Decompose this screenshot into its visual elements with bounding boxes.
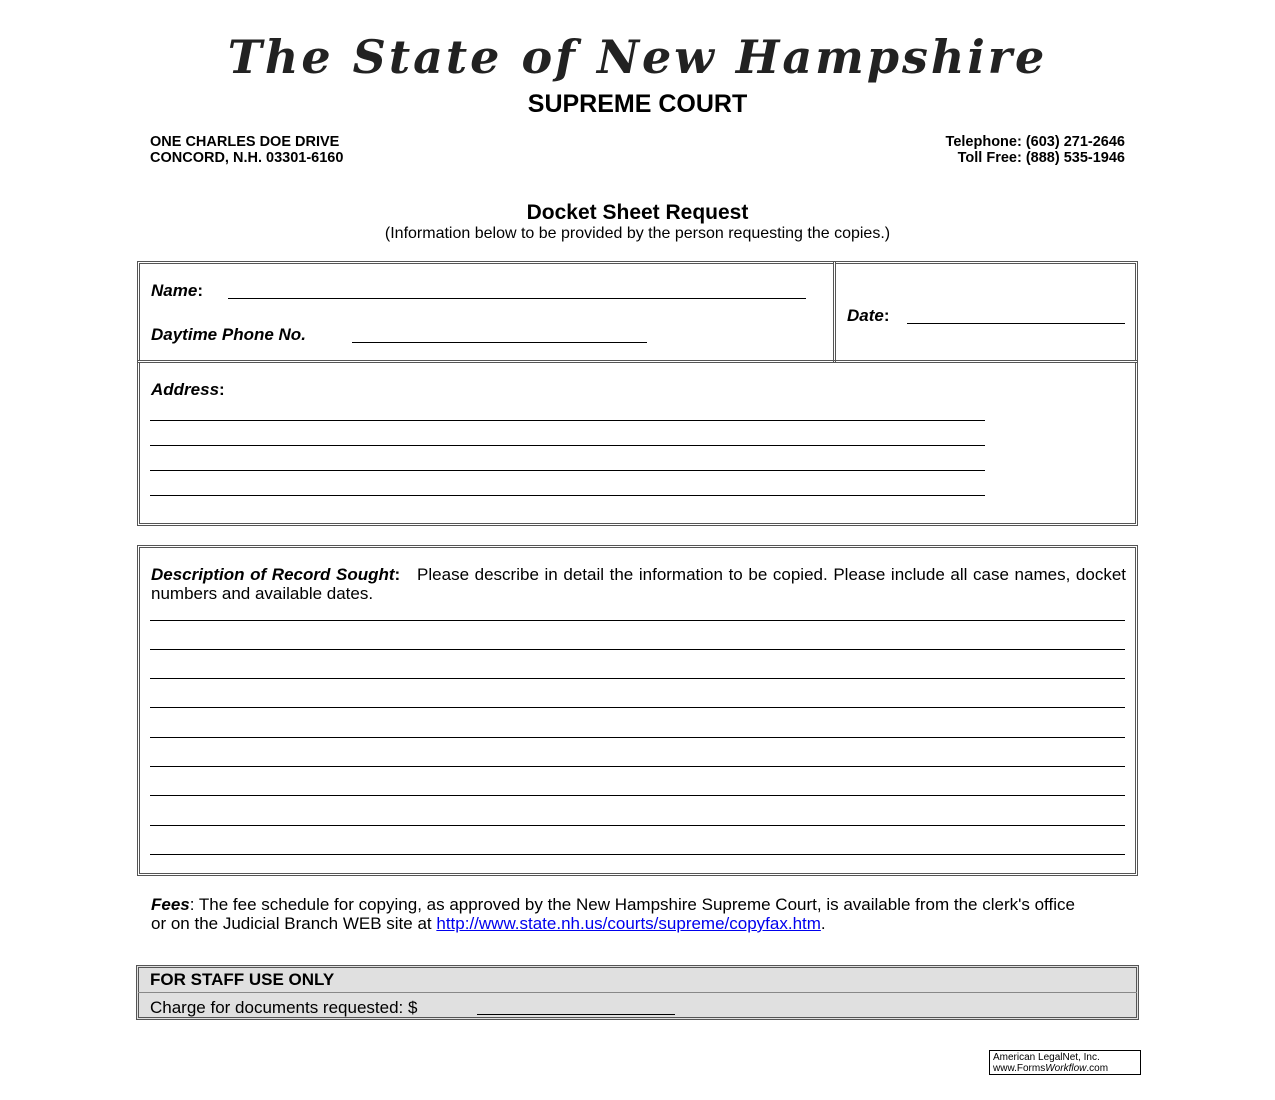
- fees-text: : The fee schedule for copying, as approved by the New Hampshire Supreme Court, is available from the clerk's office or on the Judicial Branch WEB site at: [151, 895, 1075, 933]
- fees-label: Fees: [151, 895, 190, 914]
- fees-paragraph: [151, 895, 1091, 933]
- description-label: Description of Record Sought: [151, 565, 395, 584]
- date-label: Date:: [847, 306, 890, 325]
- court-address: [150, 134, 343, 166]
- address-label: Address:: [151, 380, 225, 399]
- charge-label: Charge for documents requested: $: [150, 998, 418, 1017]
- court-name: SUPREME COURT: [527, 90, 748, 118]
- address-section: [137, 360, 1138, 526]
- description-field-7[interactable]: [150, 795, 1125, 796]
- publisher-badge: [989, 1050, 1141, 1075]
- address-field-2[interactable]: [150, 445, 985, 446]
- description-field-3[interactable]: [150, 678, 1125, 679]
- description-field-2[interactable]: [150, 649, 1125, 650]
- name-label: Name:: [151, 281, 203, 300]
- telephone: Telephone: (603) 271-2646: [945, 134, 1125, 150]
- description-field-6[interactable]: [150, 766, 1125, 767]
- phone-label: Daytime Phone No.: [151, 325, 306, 344]
- publisher-url: www.FormsWorkflow.com: [993, 1063, 1109, 1074]
- name-field[interactable]: [228, 298, 806, 299]
- form-subtitle: (Information below to be provided by the person requesting the copies.): [384, 225, 891, 242]
- toll-free: Toll Free: (888) 535-1946: [957, 150, 1125, 166]
- description-field-8[interactable]: [150, 825, 1125, 826]
- address-field-1[interactable]: [150, 420, 985, 421]
- date-field[interactable]: [907, 323, 1125, 324]
- publisher-name: American LegalNet, Inc.: [993, 1052, 1100, 1063]
- address-line-1: ONE CHARLES DOE DRIVE: [150, 134, 340, 150]
- charge-field[interactable]: [477, 1014, 675, 1015]
- staff-divider: [138, 992, 1137, 993]
- form-title: Docket Sheet Request: [526, 201, 749, 224]
- name-phone-section: [137, 261, 836, 363]
- court-phones: [946, 134, 1125, 166]
- phone-field[interactable]: [352, 342, 647, 343]
- address-field-4[interactable]: [150, 495, 985, 496]
- description-text: Please describe in detail the information to be copied. Please include all case names, docket numbers and available dates.: [151, 565, 1127, 603]
- state-title: The State of New Hampshire: [227, 30, 1048, 84]
- description-field-5[interactable]: [150, 737, 1125, 738]
- description-field-1[interactable]: [150, 620, 1125, 621]
- address-line-2: CONCORD, N.H. 03301-6160: [150, 150, 344, 166]
- description-instructions: Description of Record Sought: Please describe in detail the information to be copied. Please include all case names, docket numbers and available dates.: [151, 565, 1127, 603]
- address-field-3[interactable]: [150, 470, 985, 471]
- fees-end: .: [820, 914, 826, 933]
- fee-schedule-link[interactable]: http://www.state.nh.us/courts/supreme/copyfax.htm: [436, 914, 821, 933]
- description-field-4[interactable]: [150, 707, 1125, 708]
- description-field-9[interactable]: [150, 854, 1125, 855]
- staff-heading: FOR STAFF USE ONLY: [150, 970, 335, 989]
